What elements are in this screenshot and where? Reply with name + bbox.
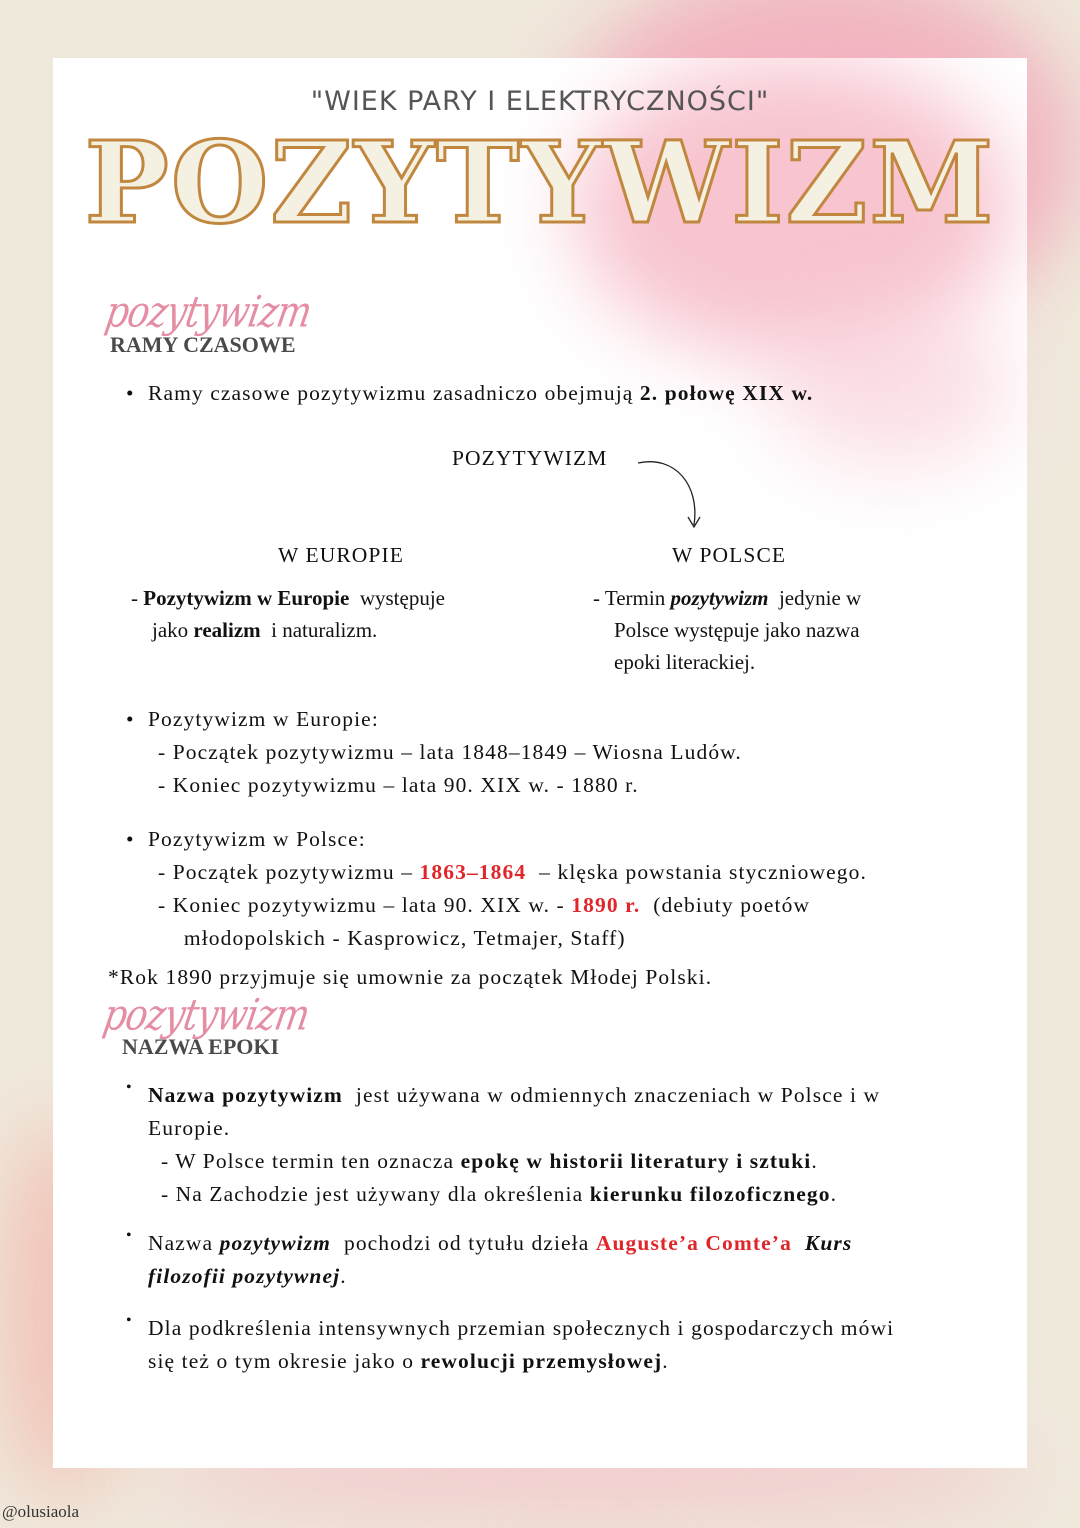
text-segment: Auguste’a Comte’a	[595, 1231, 792, 1255]
text-line	[148, 1079, 880, 1112]
text-segment: występuje	[349, 586, 445, 610]
text-segment: Europie.	[148, 1116, 231, 1140]
text-line	[158, 736, 742, 769]
text-segment: epokę w historii literatury i sztuki	[460, 1149, 812, 1173]
europe-title: • Pozytywizm w Europie:	[148, 703, 379, 736]
text-segment: .	[811, 1149, 818, 1173]
intro-bullet	[148, 377, 813, 410]
section-heading-nazwa: NAZWA EPOKI	[122, 1034, 280, 1059]
diagram-left-title: W EUROPIE	[278, 543, 404, 567]
text-segment: Nazwa	[148, 1231, 220, 1255]
text-line	[148, 1112, 880, 1145]
script-label: pozytywizm	[99, 990, 313, 1041]
diagram-right-text	[593, 582, 861, 678]
text-line	[593, 582, 861, 614]
text-segment: realizm	[193, 618, 261, 642]
text-segment: - Początek pozytywizmu – lata 1848–1849 – Wiosna Ludów.	[158, 740, 742, 764]
text-segment: .	[662, 1349, 669, 1373]
text-segment: Dla podkreślenia intensywnych przemian społecznych i gospodarczych mówi	[148, 1316, 895, 1340]
text-line	[158, 889, 867, 922]
text-segment: - Termin	[593, 586, 671, 610]
text-segment: - Na Zachodzie jest używany dla określenia	[148, 1182, 590, 1206]
name-bullet-2	[148, 1227, 852, 1293]
name-bullet-3	[148, 1312, 894, 1378]
author-credit: @olusiaola	[2, 1502, 80, 1521]
diagram-right-title: W POLSCE	[672, 543, 787, 567]
text-line	[158, 922, 867, 955]
text-segment: epoki literackiej.	[593, 650, 756, 674]
text-segment: - Początek pozytywizmu –	[158, 860, 420, 884]
page-title: POZYTYWIZM	[84, 118, 996, 249]
text-segment: - W Polsce termin ten oznacza	[148, 1149, 461, 1173]
diagram-left-text	[131, 582, 445, 646]
text-line	[148, 1345, 894, 1378]
text-segment: 1890 r.	[571, 893, 641, 917]
text-segment: jako	[131, 618, 194, 642]
note: *Rok 1890 przyjmuje się umownie za początek Młodej Polski.	[108, 965, 713, 989]
section-heading-ramy: RAMY CZASOWE	[110, 332, 296, 357]
text-segment: pozytywizm	[670, 586, 769, 610]
text-line	[158, 856, 867, 889]
text-segment: - Koniec pozytywizmu – lata 90. XIX w. - 1880 r.	[158, 773, 639, 797]
text-segment: Nazwa pozytywizm	[148, 1083, 343, 1107]
text-segment: kierunku filozoficznego	[589, 1182, 831, 1206]
text-line	[593, 614, 861, 646]
text-segment: (debiuty poetów	[640, 893, 811, 917]
text-segment: jest używana w odmiennych znaczeniach w Polsce i w	[342, 1083, 881, 1107]
text-line	[131, 614, 445, 646]
text-segment: i naturalizm.	[260, 618, 378, 642]
text-line	[148, 1312, 894, 1345]
text-segment: Polsce występuje jako nazwa	[593, 618, 860, 642]
script-label: pozytywizm	[101, 287, 315, 338]
text-line	[131, 582, 445, 614]
text-segment: jedynie w	[768, 586, 862, 610]
text-line	[148, 1227, 852, 1260]
text-segment: Kurs	[804, 1231, 853, 1255]
text-segment: 1863–1864	[419, 860, 527, 884]
text-line	[148, 1260, 852, 1293]
text-line	[593, 646, 861, 678]
text-line	[148, 1145, 880, 1178]
text-segment: -	[131, 586, 144, 610]
poland-lines	[158, 856, 867, 955]
diagram-root: POZYTYWIZM	[452, 446, 608, 470]
text-segment: - Koniec pozytywizmu – lata 90. XIX w. -	[158, 893, 572, 917]
text-segment	[792, 1231, 805, 1255]
text-segment: pochodzi od tytułu dzieła	[331, 1231, 596, 1255]
text-segment: filozofii pozytywnej	[148, 1264, 341, 1288]
text-segment: się też o tym okresie jako o	[148, 1349, 421, 1373]
text-line	[148, 1178, 880, 1211]
text-segment: pozytywizm	[219, 1231, 332, 1255]
name-bullet-1	[148, 1079, 880, 1211]
subtitle: "WIEK PARY I ELEKTRYCZNOŚCI"	[310, 86, 770, 117]
text-segment: .	[340, 1264, 347, 1288]
text-segment: .	[830, 1182, 838, 1206]
europe-lines	[158, 736, 742, 802]
text-segment: 2. połowę XIX w.	[639, 381, 814, 405]
text-segment: Pozytywizm w Europie	[143, 586, 350, 610]
text-segment: – klęska powstania styczniowego.	[526, 860, 867, 884]
text-segment: Ramy czasowe pozytywizmu zasadniczo obejmują	[148, 381, 640, 405]
text-segment: młodopolskich - Kasprowicz, Tetmajer, Staff)	[158, 926, 626, 950]
poland-title: • Pozytywizm w Polsce:	[148, 823, 366, 856]
arrow-icon	[630, 455, 720, 535]
text-segment: rewolucji przemysłowej	[420, 1349, 663, 1373]
text-line	[158, 769, 742, 802]
